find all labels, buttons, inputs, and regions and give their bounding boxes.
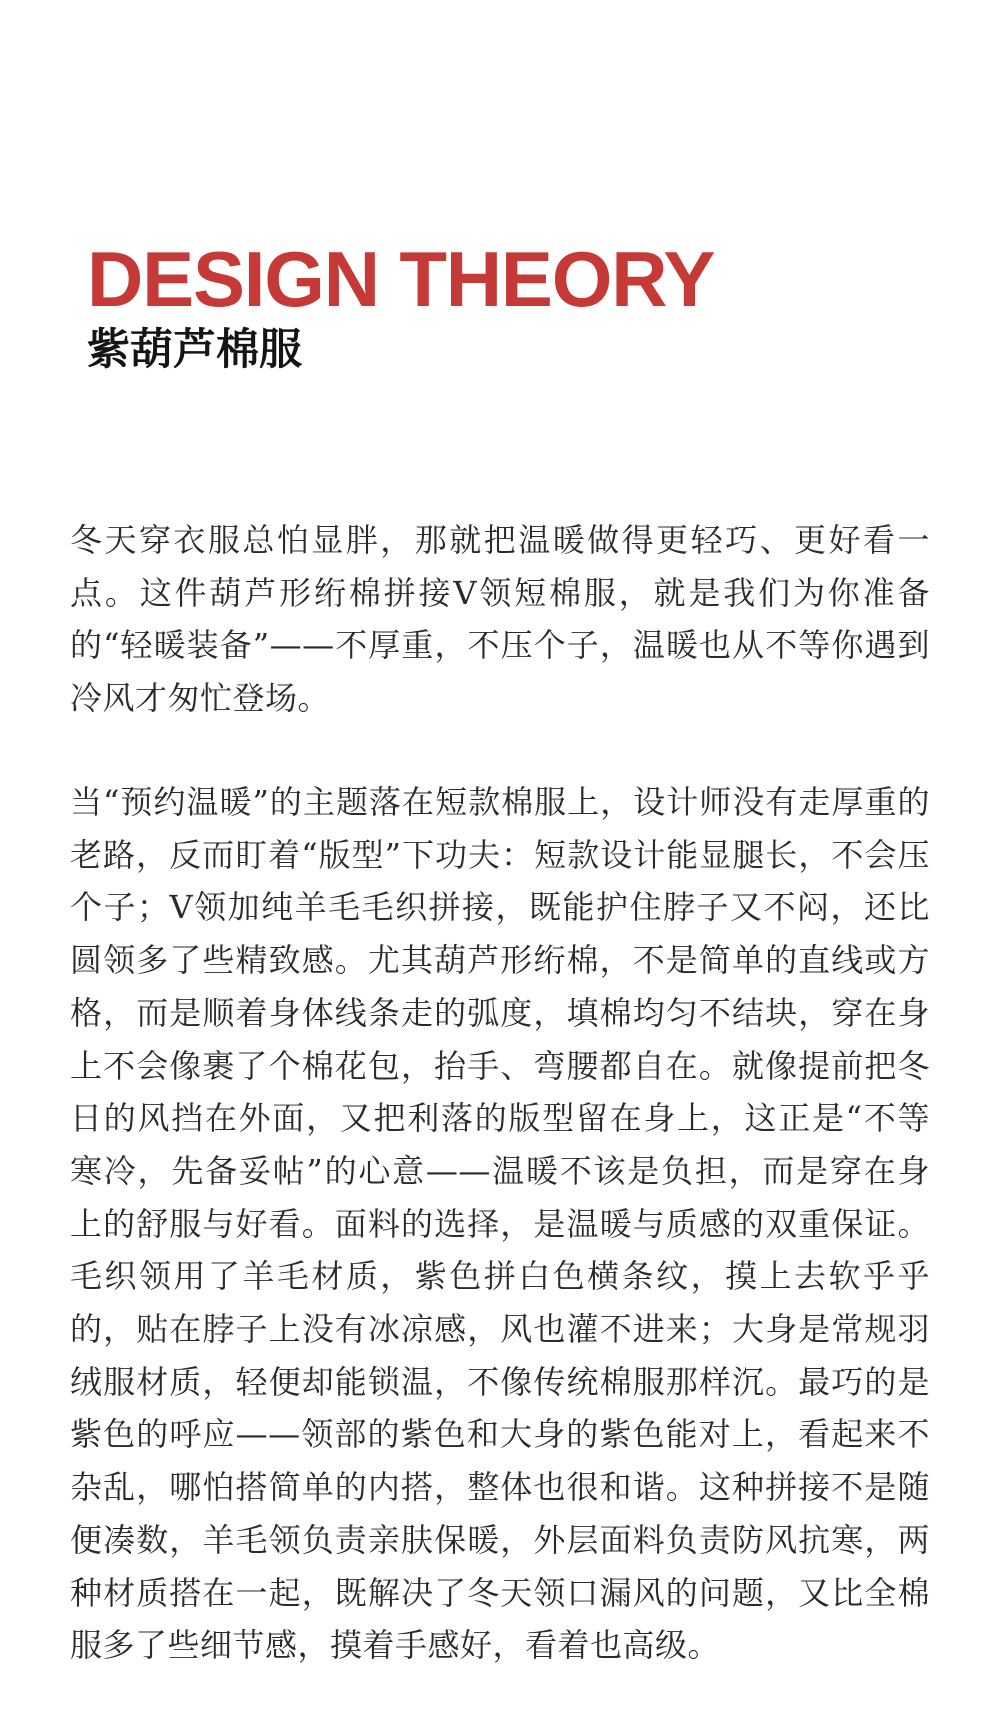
body-paragraph-intro: 冬天穿衣服总怕显胖，那就把温暖做得更轻巧、更好看一点。这件葫芦形绗棉拼接V领短棉服，就是我们为你准备的“轻暖装备”——不厚重，不压个子，温暖也从不等你遇到冷风才匆忙登场。 bbox=[70, 521, 930, 718]
title-chinese: 紫葫芦棉服 bbox=[87, 325, 302, 375]
body-paragraph-design: 当“预约温暖”的主题落在短款棉服上，设计师没有走厚重的老路，反而盯着“版型”下功夫：短款设计能显腿长，不会压个子；V领加纯羊毛毛织拼接，既能护住脖子又不闷，还比圆领多了些精致感。尤其葫芦形绗棉，不是简单的直线或方格，而是顺着身体线条走的弧度，填棉均匀不结块，穿在身上不会像裹了个棉花包，抬手、弯腰都自在。就像提前把冬日的风挡在外面，又把利落的版型留在身上，这正是“不等寒冷，先备妥帖”的心意——温暖不该是负担，而是穿在身上的舒服与好看。面料的选择，是温暖与质感的双重保证。毛织领用了羊毛材质，紫色拼白色横条纹，摸上去软乎乎的，贴在脖子上没有冰凉感，风也灌不进来；大身是常规羽绒服材质，轻便却能锁温，不像传统棉服那样沉。最巧的是紫色的呼应——领部的紫色和大身的紫色能对上，看起来不杂乱，哪怕搭简单的内搭，整体也很和谐。这种拼接不是随便凑数，羊毛领负责亲肤保暖，外层面料负责防风抗寒，两种材质搭在一起，既解决了冬天领口漏风的问题，又比全棉服多了些细节感，摸着手感好，看着也高级。 bbox=[70, 783, 930, 1665]
title-english: DESIGN THEORY bbox=[87, 235, 715, 323]
